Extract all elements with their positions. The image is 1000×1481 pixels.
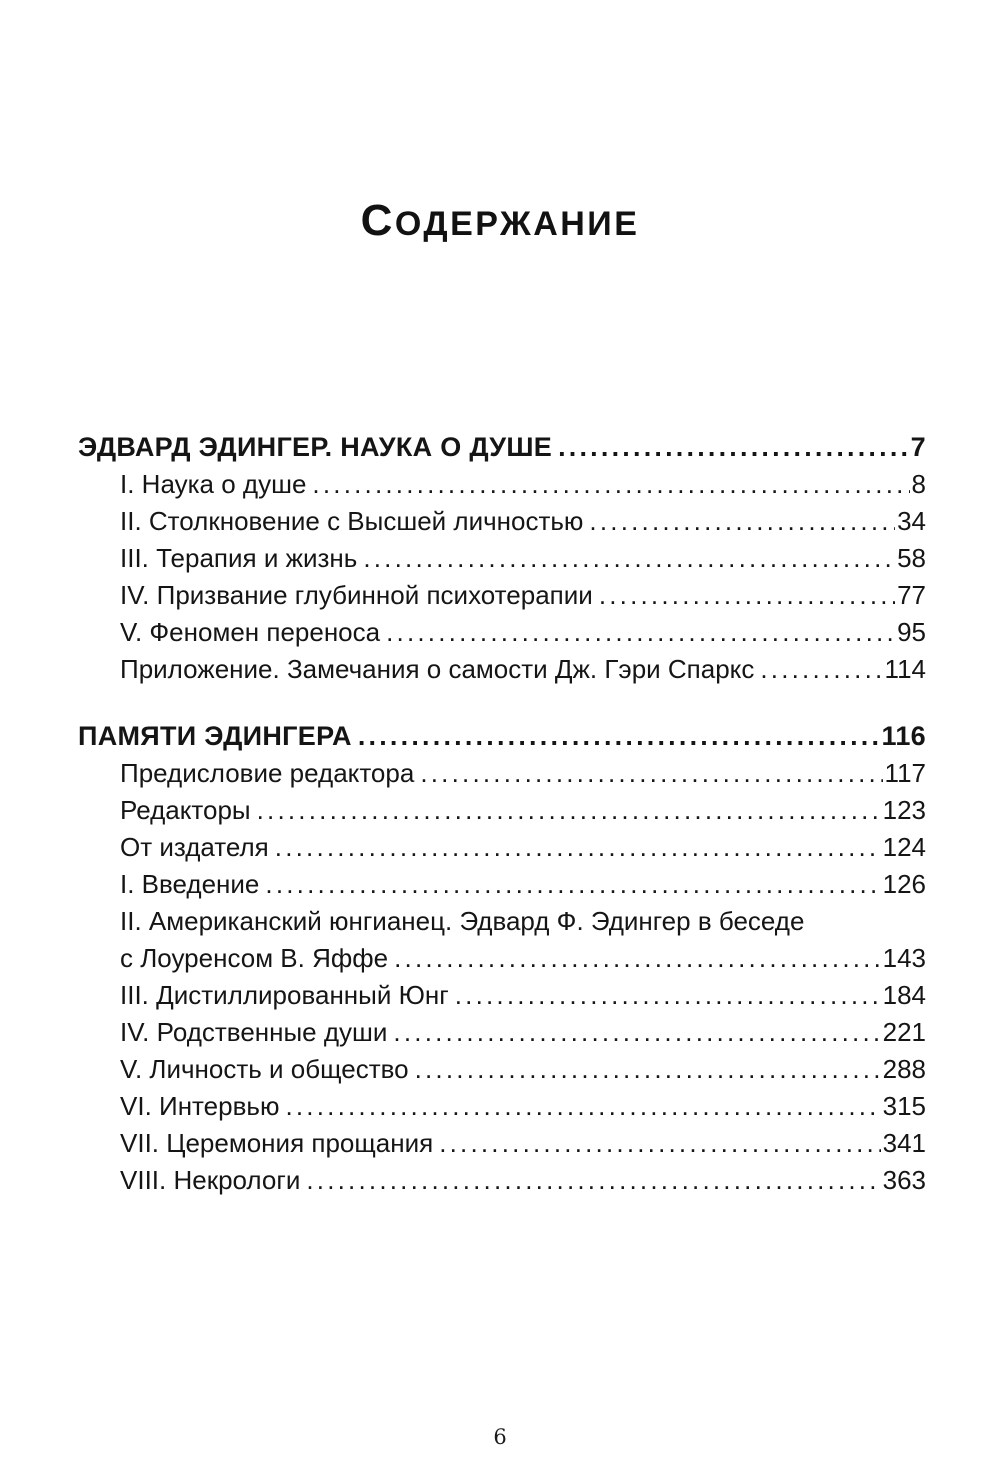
- toc-entry: [78, 651, 926, 688]
- toc-entry: [78, 1088, 926, 1125]
- toc-entry: [78, 1162, 926, 1199]
- toc-entry: [78, 540, 926, 577]
- leader-dots: [306, 1162, 880, 1199]
- toc-entry-label: От издателя: [120, 832, 269, 862]
- leader-dots: [439, 1125, 880, 1162]
- toc-entry: [78, 977, 926, 1014]
- toc-entry: [78, 1125, 926, 1162]
- toc-entry-page: 143: [882, 943, 926, 973]
- leader-dots: [558, 429, 909, 466]
- toc-entry: [78, 1014, 926, 1051]
- toc-section-header-page: 7: [910, 432, 926, 462]
- toc-section-header-label: ЭДВАРД ЭДИНГЕР. НАУКА О ДУШЕ: [78, 432, 553, 462]
- toc-entry: [78, 903, 926, 940]
- toc-entry-page: 8: [911, 469, 926, 499]
- toc-entry: [78, 1051, 926, 1088]
- toc-entry-page: 117: [884, 758, 926, 788]
- leader-dots: [386, 614, 895, 651]
- toc-entry-label: VIII. Некрологи: [120, 1165, 301, 1195]
- toc-entry-page: 77: [897, 580, 926, 610]
- toc-entry-label: Предисловие редактора: [120, 758, 415, 788]
- toc-entry: [78, 792, 926, 829]
- toc-entry-page: 363: [882, 1165, 926, 1195]
- toc-entry-page: 221: [882, 1017, 926, 1047]
- toc-entry-page: 288: [882, 1054, 926, 1084]
- toc-entry-label: IV. Родственные души: [120, 1017, 388, 1047]
- leader-dots: [363, 540, 895, 577]
- leader-dots: [275, 829, 881, 866]
- page-number-footer: 6: [493, 1425, 507, 1449]
- toc-entry: [78, 466, 926, 503]
- leader-dots: [455, 977, 881, 1014]
- leader-dots: [599, 577, 895, 614]
- toc-entry-page: 126: [882, 869, 926, 899]
- toc-entry-page: 341: [882, 1128, 926, 1158]
- leader-dots: [760, 651, 882, 688]
- leader-dots: [393, 1014, 880, 1051]
- toc-entry-label: II. Столкновение с Высшей личностью: [120, 506, 584, 536]
- toc-entry: [78, 503, 926, 540]
- toc-entry: [78, 829, 926, 866]
- toc-entry-label: Приложение. Замечания о самости Дж. Гэри Спаркс: [120, 654, 755, 684]
- toc-entry-page: 124: [882, 832, 926, 862]
- leader-dots: [358, 718, 880, 755]
- page-title: СОДЕРЖАНИЕ: [360, 196, 640, 245]
- toc-entry-label: VII. Церемония прощания: [120, 1128, 434, 1158]
- toc-entry-label: Редакторы: [120, 795, 251, 825]
- toc-entry-label: II. Американский юнгианец. Эдвард Ф. Эдингер в беседе: [120, 906, 805, 936]
- toc-entry-label: IV. Призвание глубинной психотерапии: [120, 580, 593, 610]
- toc-entry-page: 58: [897, 543, 926, 573]
- toc-entry-label: с Лоуренсом В. Яффе: [120, 943, 389, 973]
- toc-entry-label: V. Личность и общество: [120, 1054, 409, 1084]
- toc-entry-label: I. Введение: [120, 869, 260, 899]
- toc-section-header: [78, 718, 926, 755]
- toc-entry: [78, 755, 926, 792]
- toc-entry-label: III. Терапия и жизнь: [120, 543, 358, 573]
- toc-entry: [78, 940, 926, 977]
- toc-section-header-label: ПАМЯТИ ЭДИНГЕРА: [78, 721, 352, 751]
- leader-dots: [285, 1088, 880, 1125]
- toc: [78, 429, 926, 1199]
- leader-dots: [265, 866, 880, 903]
- toc-entry-page: 34: [897, 506, 926, 536]
- leader-dots: [312, 466, 909, 503]
- toc-entry-page: 315: [882, 1091, 926, 1121]
- leader-dots: [589, 503, 895, 540]
- toc-entry-page: 123: [882, 795, 926, 825]
- toc-entry-label: I. Наука о душе: [120, 469, 307, 499]
- leader-dots: [257, 792, 881, 829]
- toc-entry-page: 184: [882, 980, 926, 1010]
- toc-entry-page: 114: [884, 654, 926, 684]
- toc-entry-label: III. Дистиллированный Юнг: [120, 980, 449, 1010]
- toc-section-header-page: 116: [881, 721, 926, 751]
- toc-entry-label: VI. Интервью: [120, 1091, 280, 1121]
- toc-entry: [78, 614, 926, 651]
- toc-entry: [78, 866, 926, 903]
- toc-entry: [78, 577, 926, 614]
- toc-entry-label: V. Феномен переноса: [120, 617, 381, 647]
- toc-entry-page: 95: [897, 617, 926, 647]
- leader-dots: [420, 755, 882, 792]
- leader-dots: [394, 940, 881, 977]
- leader-dots: [415, 1051, 881, 1088]
- toc-section-header: [78, 429, 926, 466]
